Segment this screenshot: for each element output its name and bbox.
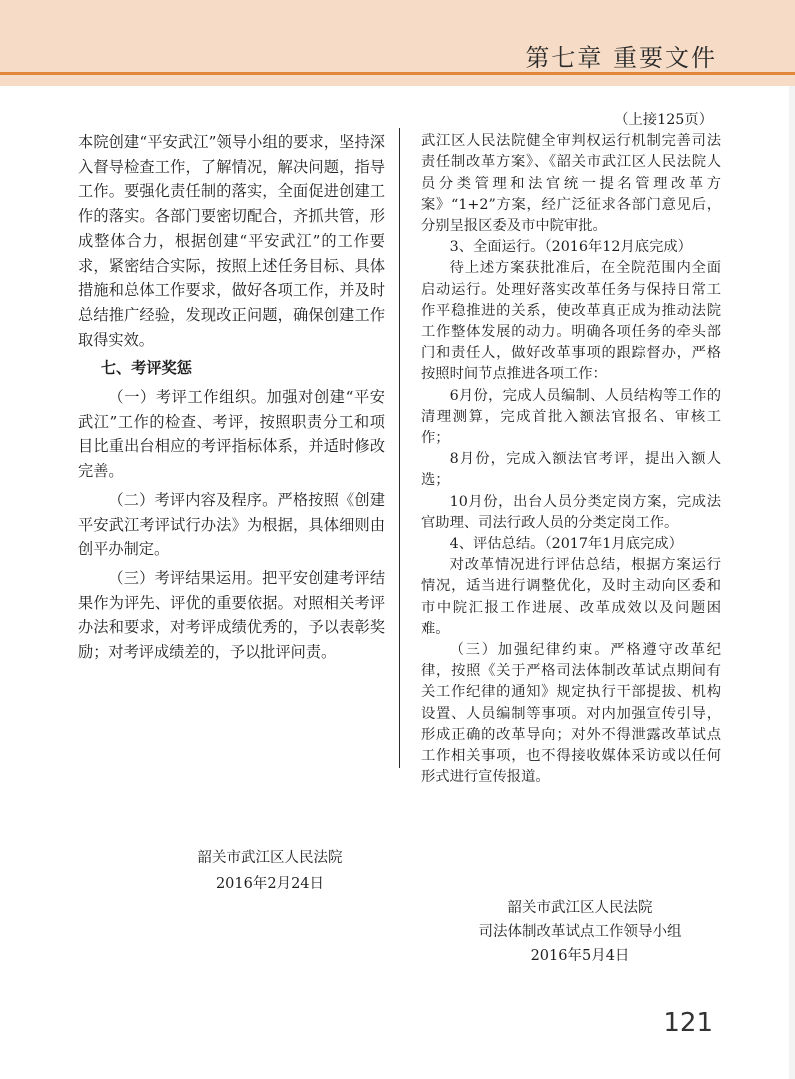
header-band [0,0,795,86]
left-paragraph-3: （二）考评内容及程序。严格按照《创建平安武江考评试行办法》为根据，具体细则由创平办制定。 [78,490,385,559]
left-signature [160,845,380,897]
left-paragraph-2: （一）考评工作组织。加强对创建“平安武江”工作的检查、考评，按照职责分工和项目比重出台相应的考评指标体系，并适时修改完善。 [78,388,385,481]
column-divider [399,128,400,768]
right-paragraph-6: 对改革情况进行评估总结，根据方案运行情况，适当进行调整优化，及时主动向区委和市中院汇报工作进展、改革成效以及问题困难。 [421,557,721,637]
right-paragraph-4: 8月份，完成入额法官考评，提出入额人选； [421,451,721,489]
right-paragraph-3: 6月份，完成人员编制、人员结构等工作的清理测算，完成首批入额法官报名、审核工作； [421,387,721,447]
page-edge [789,86,795,1079]
right-paragraph-1: 武江区人民法院健全审判权运行机制完善司法责任制改革方案》、《韶关市武江区人民法院人员分类管理和法官统一提名管理改革方案》“1+2”方案，经广泛征求各部门意见后，分别呈报区委及市中院审批。 [421,133,721,235]
chapter-title: 第七章 重要文件 [525,44,717,72]
right-paragraph-5: 10月份，出台人员分类定岗方案，完成法官助理、司法行政人员的分类定岗工作。 [421,493,721,531]
right-column [421,110,721,789]
continued-note: （上接125页） [614,112,713,128]
right-paragraph-2: 待上述方案获批准后，在全院范围内全面启动运行。处理好落实改革任务与保持日常工作平稳推进的关系，使改革真正成为推动法院工作整体发展的动力。明确各项任务的牵头部门和责任人，做好改革事项的跟踪督办，严格按照时间节点推进各项工作： [421,260,721,383]
left-paragraph-4: （三）考评结果运用。把平安创建考评结果作为评先、评优的重要依据。对照相关考评办法和要求，对考评成绩优秀的，予以表彰奖励；对考评成绩差的，予以批评问责。 [78,568,385,662]
left-signature-date: 2016年2月24日 [215,876,325,892]
right-paragraph-7: （三）加强纪律约束。严格遵守改革纪律，按照《关于严格司法体制改革试点期间有关工作纪律的通知》规定执行干部提拔、机构设置、人员编制等事项。对内加强宣传引导，形成正确的改革导向；对外不得泄露改革试点工作相关事项，也不得接收媒体采访或以任何形式进行宣传报道。 [421,642,721,786]
right-signature-org: 韶关市武江区人民法院 [507,900,653,916]
section-7-heading: 七、考评奖惩 [100,359,192,378]
right-heading-4: 4、评估总结。（2017年1月底完成） [449,536,683,553]
left-signature-org: 韶关市武江区人民法院 [197,850,343,866]
right-signature [440,896,720,968]
left-column [78,130,385,665]
right-signature-group: 司法体制改革试点工作领导小组 [478,924,682,940]
left-paragraph-1: 本院创建“平安武江”领导小组的要求，坚持深入督导检查工作，了解情况，解决问题，指导工作。要强化责任制的落实，全面促进创建工作的落实。各部门要密切配合，齐抓共管，形成整体合力，根据创建“平安武江”的工作要求，紧密结合实际，按照上述任务目标、具体措施和总体工作要求，做好各项工作，并及时总结推广经验，发现改正问题，确保创建工作取得实效。 [78,133,385,349]
page-number: 121 [663,1008,713,1038]
right-signature-date: 2016年5月4日 [530,948,630,964]
right-heading-3: 3、全面运行。（2016年12月底完成） [449,239,692,256]
